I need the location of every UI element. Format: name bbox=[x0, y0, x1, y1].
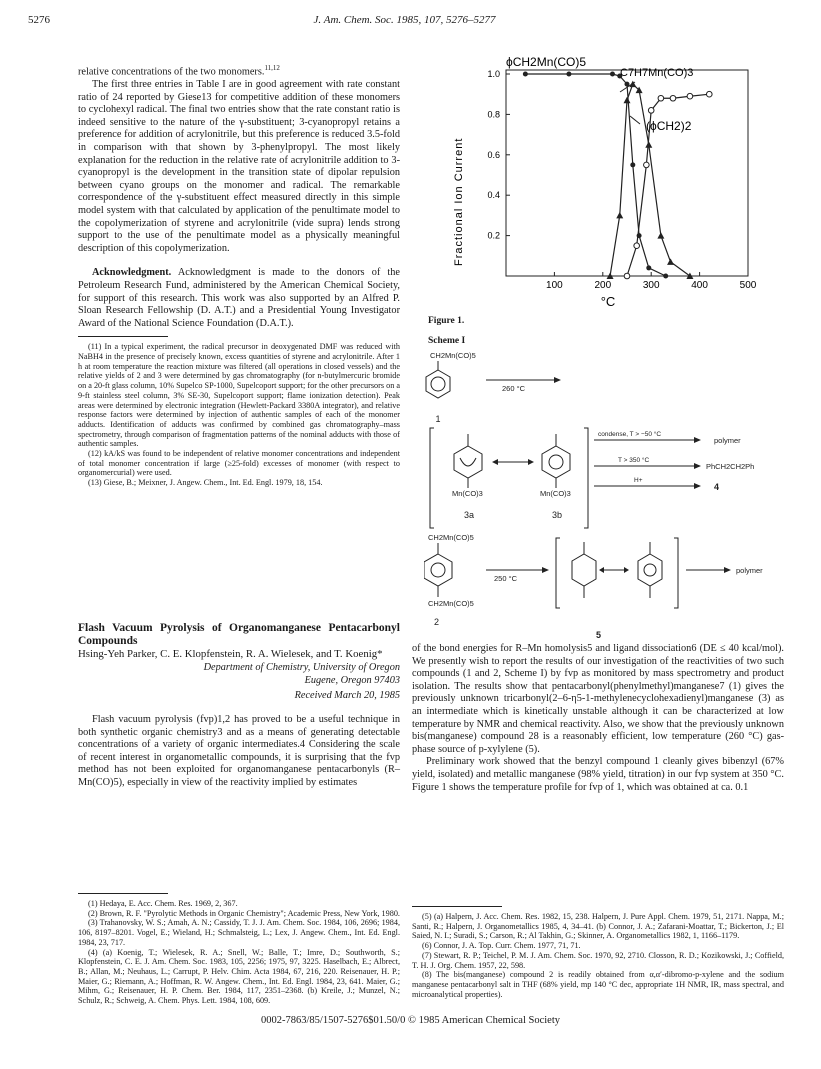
label-leader bbox=[630, 116, 640, 124]
body-paragraph: Preliminary work showed that the benzyl compound 1 cleanly gives bibenzyl (67% yield, isolated) and metallic manganese (98% yield, titration) in our fvp system at 350 °C. Figure 1 shows the temperature profile for fvp of 1, which was obtained at ca. 0.1 bbox=[412, 756, 784, 793]
reference: (5) (a) Halpern, J. Acc. Chem. Res. 1982, 15, 238. Halpern, J. Pure Appl. Chem. 1979, 51, 2171. Nappa, M.; Santi, R.; Halpern, J. Organometallics 1985, 4, 34–41. (b) Connor, J. A.; Zafarani-Moattar, T.; Bickerton, J.; El Saied, N. I.; Suradi, S.; Carson, R.; Al Takhin, G.; Skinner, A. Organometallics 1982, 1, 1166–1179. bbox=[412, 912, 784, 941]
journal-citation: J. Am. Chem. Soc. 1985, 107, 5276–5277 bbox=[313, 14, 496, 26]
ack-text: Acknowledgment is made to the donors of the Petroleum Research Fund, administered by the American Chemical Society, for support of this research. This work was also supported by an Alfred P. Sloan Research Fellowship (D. A.T.) and a Presidential Young Investigator Award of the National Science Foundation (D.A.T.). bbox=[78, 267, 400, 329]
x-tick-label: 300 bbox=[642, 280, 660, 291]
arrowhead bbox=[528, 459, 534, 465]
footnote-rule bbox=[78, 336, 168, 337]
benzene-ring-2 bbox=[424, 554, 452, 586]
reference: (3) Trahanovsky, W. S.; Amah, A. N.; Cassidy, T. J. J. Am. Chem. Soc. 1984, 106, 2696; 1984, 106, 8197–8201. Vogel, E.; Wieland, H.; Schmalsteig, L.; Lex, J. Angew. Chem., Int. Ed. Engl. 1984, 23, 717. bbox=[78, 918, 400, 947]
footnotes bbox=[78, 342, 400, 488]
data-point-triangle bbox=[667, 258, 674, 265]
continuation-text: relative concentrations of the two monomers. bbox=[78, 66, 265, 78]
arrowhead bbox=[694, 463, 701, 469]
y-tick-label: 0.6 bbox=[487, 149, 500, 160]
reference: (1) Hedaya, E. Acc. Chem. Res. 1969, 2, 367. bbox=[88, 899, 238, 908]
reference: (4) (a) Koenig, T.; Wielesek, R. A.; Snell, W.; Balle, T.; Imre, D.; Southworth, S.; Klopfenstein, C. E. J. Am. Chem. Soc. 1983, 105, 2256; 1975, 97, 3225. Haselbach, E.; Albrect, B.; Allan, M.; Neuhaus, L.; Carrupt, P. Helv. Chim. Acta 1984, 67, 216, 220. Reisenauer, H. P.; Maier, G.; Riemann, A.; Hoffman, R. W. Angew. Chem., Int. Ed. Engl. 1984, 23, 641. Maier, G.; Mihm, G.; Reisenauer, H. P. Chem. Ber. 1984, 117, 2351–2368. (b) Kreile, J.; Munzel, N.; Schulz, R.; Schweig, A. Chem. Phys. Lett. 1984, 108, 609. bbox=[78, 947, 400, 1006]
body-paragraph: The first three entries in Table I are in good agreement with rate constant ratio of 24 reported by Giese13 for competitive addition of these monomers to cyclohexyl radical. The final two entries show that the rate constant ratio is indeed sensitive to the nature of the γ-substituent; 3-cyanopropyl retains a preference for addition of acrylonitrile, but this preference is reduced 3.5-fold in comparison with that shown by 3-phenylpropyl. The most likely explanation for the reduction in the relative rate of acrylonitrile addition to 3-cyanopropyl is the development in the transition state of dipolar repulsion between cyano groups on the monomer and radical. The remarkable correspondence of the γ-substituent effect measured directly in this simple model system with that calculated by application of the penultimate model to the copolymerization of styrene and acrylonitrile (vide supra) lends strong support to the use of the penultimate model as a physically meaningful description of this copolymerization. bbox=[78, 79, 400, 254]
reference: (8) The bis(manganese) compound 2 is readily obtained from α,α′-dibromo-p-xylene and the sodium manganese pentacarbonyl salt in THF (68% yield, mp 140 °C dec, appropriate 1H NMR, IR, mass spectral, and microanalytical properties). bbox=[412, 970, 784, 999]
body-paragraph: of the bond energies for R–Mn homolysis5 and ligand dissociation6 (DE ≤ 40 kcal/mol). We presently wish to report the results of our investigation of the reactivities of two such compounds (1 and 2, Scheme I) by fvp as monitored by mass spectrometry and product isolation. The results show that pentacarbonyl(phenylmethyl)manganese7 (1) gives the previously unknown tricarbonyl(2–6-η5-1-methylenecyclohexadienyl)manganese (3) as an intermediate which is kinetically unstable although it can be characterized at low temperature by NMR and chemical reactivity. Also, we show that the previously unknown bis(manganese) compound 28 is a reasonably efficient, low temperature (260 °C) gas-phase source of p-xylylene (5). bbox=[412, 643, 784, 755]
figure-1-chart bbox=[448, 44, 778, 312]
cmpd2-top-substituent: CH2Mn(CO)5 bbox=[428, 533, 474, 542]
arrowhead bbox=[724, 567, 731, 573]
data-point-open bbox=[687, 93, 693, 99]
article-start bbox=[78, 622, 400, 790]
x-tick-label: 200 bbox=[594, 280, 612, 291]
reference: (2) Brown, R. F. "Pyrolytic Methods in Organic Chemistry"; Academic Press, New York, 1980. bbox=[88, 908, 400, 918]
x-tick-label: 100 bbox=[546, 280, 563, 291]
x-axis-label: °C bbox=[600, 294, 616, 309]
condition-heat: T > 350 °C bbox=[618, 457, 650, 464]
figure-caption: Figure 1. bbox=[428, 316, 465, 326]
cmpd1-substituent: CH2Mn(CO)5 bbox=[430, 351, 476, 360]
footnote: (11) In a typical experiment, the radical precursor in deoxygenated DMF was reduced with NaBH4 in the presence of precisely known, excess quantities of styrene and acrylonitrile. After 1 h at room temperature the reaction mixture was filtered (all operations in closed vessels) and the relative yields of 2 and 3 were determined by gas chromatography (for n-butylmercuric bromide on a 20-ft glass column, 10% Supelco SP-1000, Supelcoport support; for the other precursors on a 9-ft stainless steel column, 3% SE-30, Supelcoport support; flame ionization detection). Peak areas were determined by electronic integration (Hewlett-Packard 3380A integrator), and relative response factors were determined by injection of authentic samples of each of the monomer adducts. Identification of adducts was confirmed by combined gas chromatography–mass spectrometry, through comparison of fragmentation patterns of the nominal adducts with those of authentic samples. bbox=[78, 342, 400, 449]
data-point-open bbox=[658, 95, 664, 101]
reference-rule bbox=[78, 893, 168, 894]
series-label-phch2mn: ϕCH2Mn(CO)5 bbox=[506, 55, 587, 69]
right-column bbox=[412, 643, 784, 794]
ring-3b bbox=[542, 446, 570, 478]
aromatic-circle bbox=[431, 563, 445, 577]
received-date: Received March 20, 1985 bbox=[294, 690, 400, 701]
cmpd1-number: 1 bbox=[435, 414, 441, 424]
dienyl-arc bbox=[460, 458, 476, 466]
right-references bbox=[412, 906, 784, 999]
data-point-open bbox=[624, 273, 630, 279]
y-tick-label: 1.0 bbox=[487, 69, 500, 79]
bracket-right bbox=[584, 428, 588, 528]
data-point-filled bbox=[630, 162, 635, 167]
mn3-label-3b: Mn(CO)3 bbox=[540, 489, 571, 498]
arrowhead bbox=[694, 437, 701, 443]
cmpd3a-number: 3a bbox=[464, 510, 475, 520]
product-4: 4 bbox=[714, 482, 720, 492]
data-point-filled bbox=[566, 72, 571, 77]
quinoid-ring bbox=[572, 554, 596, 586]
data-point-filled bbox=[523, 72, 528, 77]
data-point-filled bbox=[663, 274, 668, 279]
series-label-c7h7mn: C7H7Mn(CO)3 bbox=[620, 67, 694, 79]
page-number: 5276 bbox=[28, 14, 50, 26]
bracket-right-5 bbox=[674, 538, 678, 608]
x-tick-label: 400 bbox=[691, 280, 708, 291]
acknowledgment bbox=[78, 267, 400, 330]
cmpd5-number: 5 bbox=[596, 630, 602, 640]
y-tick-label: 0.2 bbox=[487, 230, 500, 241]
page-header bbox=[28, 14, 781, 30]
condition-acid: H+ bbox=[634, 477, 643, 484]
data-point-triangle bbox=[624, 97, 631, 104]
mn3-label-3a: Mn(CO)3 bbox=[452, 489, 483, 498]
bracket-left-5 bbox=[556, 538, 560, 608]
data-point-open bbox=[648, 108, 654, 114]
page-footer: 0002-7863/85/1507-5276$01.50/0 © 1985 American Chemical Society bbox=[260, 1015, 561, 1026]
reference: (6) Connor, J. A. Top. Curr. Chem. 1977, 71, 71. bbox=[422, 941, 581, 951]
bracket-left bbox=[430, 428, 434, 528]
arrowhead bbox=[492, 459, 498, 465]
scheme-1-diagram bbox=[424, 350, 804, 640]
affiliation: Department of Chemistry, University of Oregon bbox=[203, 662, 400, 673]
arrowhead bbox=[624, 567, 629, 573]
arrow2-condition: 250 °C bbox=[494, 574, 518, 583]
left-column bbox=[78, 62, 400, 488]
footnote: (13) Giese, B.; Meixner, J. Angew. Chem., Int. Ed. Engl. 1979, 18, 154. bbox=[88, 478, 323, 488]
condition-condense: condense, T > −50 °C bbox=[598, 431, 662, 438]
cmpd2-number: 2 bbox=[434, 617, 440, 627]
series-label-bibenzyl: (ϕCH2)2 bbox=[646, 119, 692, 133]
y-tick-label: 0.8 bbox=[487, 109, 500, 120]
data-point-open bbox=[706, 91, 712, 97]
ref-sup: 11,12 bbox=[264, 64, 280, 72]
data-point-open bbox=[644, 162, 650, 168]
cmpd2-bottom-substituent: CH2Mn(CO)5 bbox=[428, 599, 474, 608]
aromatic-circle bbox=[549, 455, 563, 469]
product-polymer-2: polymer bbox=[736, 566, 763, 575]
x-tick-label: 500 bbox=[739, 280, 757, 291]
data-point-open bbox=[634, 243, 640, 249]
reference: (7) Stewart, R. P.; Teichel, P. M. J. Am. Chem. Soc. 1970, 92, 2710. Closson, R. D.; Kozikowski, J.; Coffield, T. H. J. Org. Chem. 1957, 22, 598. bbox=[412, 950, 784, 970]
benzene-ring-1 bbox=[426, 370, 450, 398]
data-point-filled bbox=[646, 265, 651, 270]
arrow1-condition: 260 °C bbox=[502, 384, 526, 393]
authors: Hsing-Yeh Parker, C. E. Klopfenstein, R. A. Wielesek, and T. Koenig* bbox=[78, 648, 383, 660]
article-title: Flash Vacuum Pyrolysis of Organomanganese Pentacarbonyl Compounds bbox=[78, 622, 400, 647]
footnote: (12) kA/kS was found to be independent of relative monomer concentrations and independent of total monomer concentration if large (≥25-fold) excesses of monomer (with respect to organomercurial) were used. bbox=[78, 449, 400, 478]
data-point-open bbox=[670, 95, 676, 101]
left-references bbox=[78, 893, 400, 1006]
data-point-filled bbox=[610, 72, 615, 77]
aromatic-circle bbox=[644, 564, 656, 576]
arrowhead bbox=[694, 483, 701, 489]
biradical-ring bbox=[638, 554, 662, 586]
ring-3a bbox=[454, 446, 482, 478]
reference-rule bbox=[412, 906, 502, 907]
data-point-triangle bbox=[616, 212, 623, 219]
ack-heading: Acknowledgment. bbox=[92, 267, 172, 279]
arrowhead bbox=[542, 567, 549, 573]
arrowhead bbox=[554, 377, 561, 383]
aromatic-circle bbox=[431, 377, 445, 391]
data-point-triangle bbox=[657, 232, 664, 239]
y-axis-label: Fractional Ion Current bbox=[453, 137, 465, 266]
product-bibenzyl: PhCH2CH2Ph bbox=[706, 462, 755, 471]
chart-series bbox=[523, 72, 712, 280]
cmpd3b-number: 3b bbox=[552, 510, 563, 520]
product-polymer: polymer bbox=[714, 436, 741, 445]
arrowhead bbox=[599, 567, 604, 573]
scheme-title: Scheme I bbox=[428, 336, 466, 346]
intro-paragraph: Flash vacuum pyrolysis (fvp)1,2 has proved to be a useful technique in both synthetic organic chemistry3 and as a means of generating detectable concentrations of a variety of organic intermediates.4 Considering the scale of recent interest in organometallic compounds, it is surprising that the fvp method has not been exploited for organomanganese pentacarbonyls (R–Mn(CO)5), especially in view of the reactivity implied by estimates bbox=[78, 714, 400, 788]
y-tick-label: 0.4 bbox=[487, 190, 500, 201]
affiliation-city: Eugene, Oregon 97403 bbox=[304, 675, 400, 686]
